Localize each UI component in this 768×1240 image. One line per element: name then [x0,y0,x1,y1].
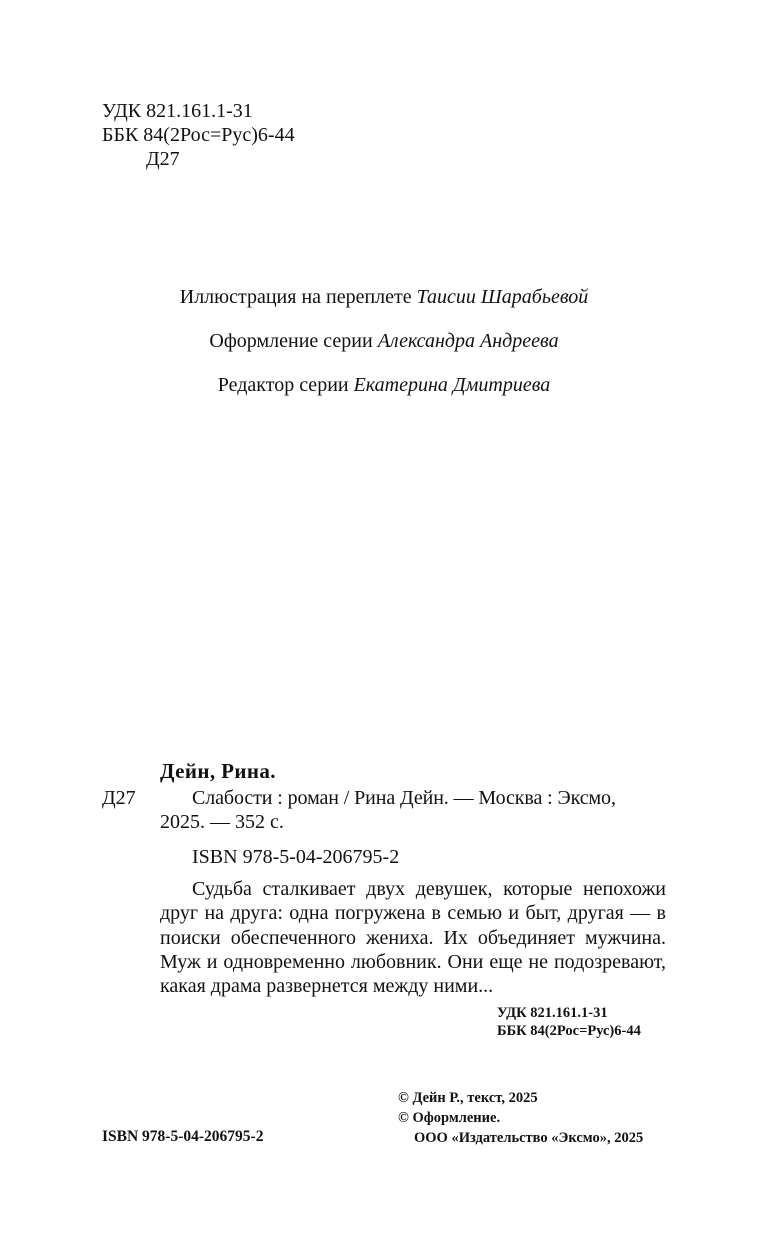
credit-role: Оформление серии [209,330,373,352]
record-title-line-2: 2025. — 352 с. [160,811,284,833]
record-title-line: Слабости : роман / Рина Дейн. — Москва : Эксмо, [192,787,616,809]
credit-illustration [0,285,768,309]
credit-name: Таисии Шарабьевой [416,286,589,308]
credit-name: Екатерина Дмитриева [353,374,551,396]
record-isbn: ISBN 978-5-04-206795-2 [192,846,400,868]
record-annotation [160,877,666,998]
record-udk: УДК 821.161.1-31 [497,1005,608,1021]
udk-code: УДК 821.161.1-31 [102,100,253,122]
bbk-code: ББК 84(2Рос=Рус)6-44 [102,124,295,146]
credit-series-editor [0,373,768,397]
copyright-publisher: ООО «Издательство «Эксмо», 2025 [414,1130,644,1146]
credit-series-design [0,329,768,353]
footer-isbn: ISBN 978-5-04-206795-2 [102,1128,264,1145]
author-mark: Д27 [146,148,180,170]
record-bbk: ББК 84(2Рос=Рус)6-44 [497,1023,641,1039]
copyright-design: © Оформление. [398,1110,501,1126]
credit-role: Редактор серии [217,374,349,396]
credit-role: Иллюстрация на переплете [179,286,412,308]
copyright-text: © Дейн Р., текст, 2025 [398,1090,538,1106]
record-author-heading: Дейн, Рина. [160,759,276,783]
record-author-mark: Д27 [102,787,136,809]
credit-name: Александра Андреева [377,330,559,352]
annotation-text: Судьба сталкивает двух девушек, которые непохожи друг на друга: одна погружена в семью и быт, другая — в поиски обеспеченного жениха. Их объединяет мужчина. Муж и одновременно любовник. Они еще не подозревают, какая драма развернется между ними... [160,878,666,998]
